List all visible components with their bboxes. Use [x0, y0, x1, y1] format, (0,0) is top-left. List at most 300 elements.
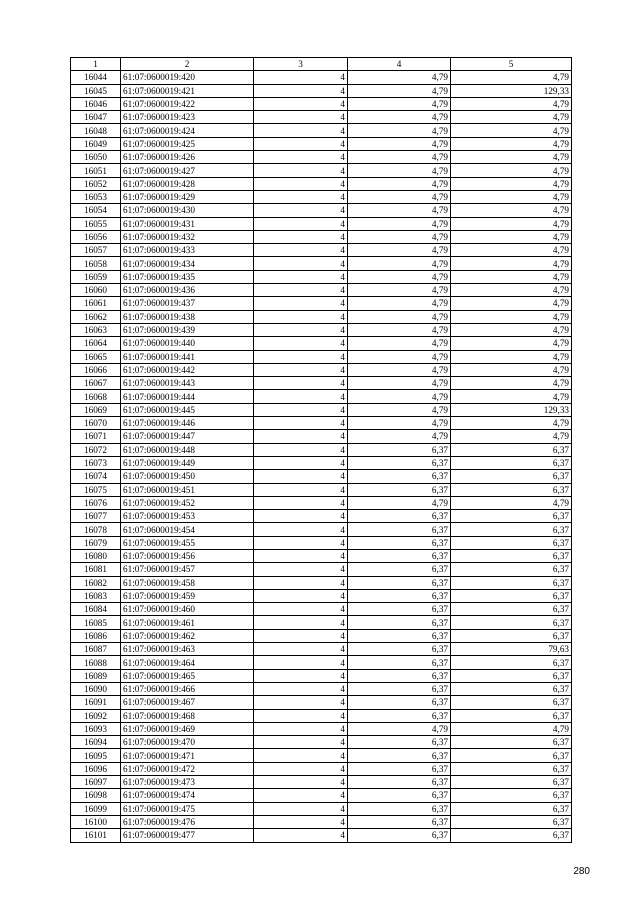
- cadastral-number-cell: 61:07:0600019:443: [121, 377, 254, 390]
- total-cell: 129,33: [451, 403, 572, 416]
- cadastral-number-cell: 61:07:0600019:470: [121, 736, 254, 749]
- row-number-cell: 16049: [71, 137, 121, 150]
- total-cell: 6,37: [451, 456, 572, 469]
- total-cell: 6,37: [451, 563, 572, 576]
- cadastral-number-cell: 61:07:0600019:421: [121, 84, 254, 97]
- table-row: [71, 257, 572, 270]
- code-cell: 4: [254, 244, 348, 257]
- code-cell: 4: [254, 151, 348, 164]
- value-cell: 4,79: [348, 496, 451, 509]
- table-row: [71, 244, 572, 257]
- cadastral-number-cell: 61:07:0600019:449: [121, 456, 254, 469]
- total-cell: 4,79: [451, 151, 572, 164]
- value-cell: 6,37: [348, 802, 451, 815]
- value-cell: 6,37: [348, 682, 451, 695]
- value-cell: 4,79: [348, 403, 451, 416]
- row-number-cell: 16058: [71, 257, 121, 270]
- code-cell: 4: [254, 417, 348, 430]
- value-cell: 6,37: [348, 736, 451, 749]
- code-cell: 4: [254, 762, 348, 775]
- code-cell: 4: [254, 177, 348, 190]
- table-row: [71, 190, 572, 203]
- table-row: [71, 124, 572, 137]
- cadastral-number-cell: 61:07:0600019:447: [121, 430, 254, 443]
- code-cell: 4: [254, 323, 348, 336]
- row-number-cell: 16051: [71, 164, 121, 177]
- value-cell: 4,79: [348, 151, 451, 164]
- value-cell: 6,37: [348, 749, 451, 762]
- table-row: [71, 815, 572, 828]
- cadastral-number-cell: 61:07:0600019:441: [121, 350, 254, 363]
- total-cell: 6,37: [451, 802, 572, 815]
- cadastral-number-cell: 61:07:0600019:476: [121, 815, 254, 828]
- value-cell: 6,37: [348, 762, 451, 775]
- total-cell: 6,37: [451, 762, 572, 775]
- cadastral-number-cell: 61:07:0600019:473: [121, 776, 254, 789]
- code-cell: 4: [254, 749, 348, 762]
- value-cell: 6,37: [348, 470, 451, 483]
- code-cell: 4: [254, 815, 348, 828]
- table-row: [71, 137, 572, 150]
- row-number-cell: 16101: [71, 829, 121, 842]
- table-row: [71, 696, 572, 709]
- row-number-cell: 16089: [71, 669, 121, 682]
- table-row: [71, 323, 572, 336]
- cadastral-number-cell: 61:07:0600019:430: [121, 204, 254, 217]
- total-cell: 4,79: [451, 337, 572, 350]
- total-cell: 4,79: [451, 350, 572, 363]
- total-cell: 4,79: [451, 137, 572, 150]
- total-cell: 4,79: [451, 124, 572, 137]
- table-row: [71, 510, 572, 523]
- row-number-cell: 16080: [71, 549, 121, 562]
- row-number-cell: 16071: [71, 430, 121, 443]
- row-number-cell: 16098: [71, 789, 121, 802]
- code-cell: 4: [254, 190, 348, 203]
- code-cell: 4: [254, 643, 348, 656]
- table-row: [71, 643, 572, 656]
- cadastral-number-cell: 61:07:0600019:434: [121, 257, 254, 270]
- row-number-cell: 16085: [71, 616, 121, 629]
- value-cell: 4,79: [348, 270, 451, 283]
- row-number-cell: 16061: [71, 297, 121, 310]
- total-cell: 4,79: [451, 111, 572, 124]
- code-cell: 4: [254, 789, 348, 802]
- table-row: [71, 377, 572, 390]
- row-number-cell: 16064: [71, 337, 121, 350]
- table-row: [71, 536, 572, 549]
- code-cell: 4: [254, 470, 348, 483]
- total-cell: 6,37: [451, 669, 572, 682]
- total-cell: 6,37: [451, 616, 572, 629]
- row-number-cell: 16062: [71, 310, 121, 323]
- cadastral-number-cell: 61:07:0600019:471: [121, 749, 254, 762]
- code-cell: 4: [254, 204, 348, 217]
- table-row: [71, 776, 572, 789]
- value-cell: 4,79: [348, 363, 451, 376]
- row-number-cell: 16045: [71, 84, 121, 97]
- table-row: [71, 589, 572, 602]
- code-cell: 4: [254, 257, 348, 270]
- cadastral-number-cell: 61:07:0600019:456: [121, 549, 254, 562]
- cadastral-number-cell: 61:07:0600019:427: [121, 164, 254, 177]
- code-cell: 4: [254, 456, 348, 469]
- table-row: [71, 523, 572, 536]
- table-row: [71, 390, 572, 403]
- code-cell: 4: [254, 483, 348, 496]
- value-cell: 4,79: [348, 71, 451, 84]
- cadastral-number-cell: 61:07:0600019:444: [121, 390, 254, 403]
- code-cell: 4: [254, 310, 348, 323]
- code-cell: 4: [254, 736, 348, 749]
- code-cell: 4: [254, 669, 348, 682]
- value-cell: 4,79: [348, 310, 451, 323]
- code-cell: 4: [254, 629, 348, 642]
- page-number: 280: [573, 866, 590, 877]
- header-row: [71, 58, 572, 71]
- code-cell: 4: [254, 696, 348, 709]
- row-number-cell: 16047: [71, 111, 121, 124]
- row-number-cell: 16052: [71, 177, 121, 190]
- total-cell: 6,37: [451, 815, 572, 828]
- table-row: [71, 337, 572, 350]
- value-cell: 6,37: [348, 629, 451, 642]
- total-cell: 4,79: [451, 230, 572, 243]
- value-cell: 4,79: [348, 217, 451, 230]
- table-row: [71, 802, 572, 815]
- cadastral-number-cell: 61:07:0600019:464: [121, 656, 254, 669]
- total-cell: 6,37: [451, 589, 572, 602]
- total-cell: 4,79: [451, 430, 572, 443]
- total-cell: 4,79: [451, 417, 572, 430]
- total-cell: 6,37: [451, 603, 572, 616]
- row-number-cell: 16048: [71, 124, 121, 137]
- total-cell: 4,79: [451, 390, 572, 403]
- cadastral-number-cell: 61:07:0600019:474: [121, 789, 254, 802]
- code-cell: 4: [254, 430, 348, 443]
- header-cell-4: 4: [348, 58, 451, 71]
- cadastral-number-cell: 61:07:0600019:425: [121, 137, 254, 150]
- total-cell: 6,37: [451, 629, 572, 642]
- code-cell: 4: [254, 217, 348, 230]
- row-number-cell: 16068: [71, 390, 121, 403]
- header-cell-2: 2: [121, 58, 254, 71]
- table-row: [71, 496, 572, 509]
- value-cell: 6,37: [348, 643, 451, 656]
- cadastral-number-cell: 61:07:0600019:450: [121, 470, 254, 483]
- value-cell: 4,79: [348, 337, 451, 350]
- code-cell: 4: [254, 137, 348, 150]
- row-number-cell: 16073: [71, 456, 121, 469]
- row-number-cell: 16050: [71, 151, 121, 164]
- cadastral-number-cell: 61:07:0600019:452: [121, 496, 254, 509]
- table-row: [71, 270, 572, 283]
- total-cell: 4,79: [451, 217, 572, 230]
- code-cell: 4: [254, 656, 348, 669]
- value-cell: 4,79: [348, 244, 451, 257]
- row-number-cell: 16096: [71, 762, 121, 775]
- code-cell: 4: [254, 496, 348, 509]
- code-cell: 4: [254, 603, 348, 616]
- cadastral-number-cell: 61:07:0600019:454: [121, 523, 254, 536]
- header-cell-3: 3: [254, 58, 348, 71]
- row-number-cell: 16093: [71, 722, 121, 735]
- value-cell: 4,79: [348, 111, 451, 124]
- row-number-cell: 16077: [71, 510, 121, 523]
- total-cell: 4,79: [451, 204, 572, 217]
- cadastral-number-cell: 61:07:0600019:431: [121, 217, 254, 230]
- table-row: [71, 111, 572, 124]
- value-cell: 4,79: [348, 137, 451, 150]
- cadastral-number-cell: 61:07:0600019:448: [121, 443, 254, 456]
- value-cell: 6,37: [348, 510, 451, 523]
- value-cell: 6,37: [348, 789, 451, 802]
- code-cell: 4: [254, 549, 348, 562]
- table-row: [71, 616, 572, 629]
- cadastral-number-cell: 61:07:0600019:437: [121, 297, 254, 310]
- value-cell: 4,79: [348, 257, 451, 270]
- code-cell: 4: [254, 682, 348, 695]
- value-cell: 6,37: [348, 576, 451, 589]
- row-number-cell: 16055: [71, 217, 121, 230]
- total-cell: 4,79: [451, 284, 572, 297]
- total-cell: 4,79: [451, 363, 572, 376]
- value-cell: 6,37: [348, 549, 451, 562]
- row-number-cell: 16075: [71, 483, 121, 496]
- total-cell: 6,37: [451, 749, 572, 762]
- cadastral-number-cell: 61:07:0600019:467: [121, 696, 254, 709]
- table-body: [71, 71, 572, 842]
- row-number-cell: 16056: [71, 230, 121, 243]
- table-row: [71, 430, 572, 443]
- table-row: [71, 549, 572, 562]
- code-cell: 4: [254, 350, 348, 363]
- total-cell: 4,79: [451, 310, 572, 323]
- value-cell: 4,79: [348, 430, 451, 443]
- value-cell: 4,79: [348, 204, 451, 217]
- row-number-cell: 16092: [71, 709, 121, 722]
- code-cell: 4: [254, 802, 348, 815]
- total-cell: 4,79: [451, 722, 572, 735]
- table-row: [71, 230, 572, 243]
- value-cell: 4,79: [348, 97, 451, 110]
- table-row: [71, 470, 572, 483]
- code-cell: 4: [254, 576, 348, 589]
- code-cell: 4: [254, 589, 348, 602]
- total-cell: 6,37: [451, 789, 572, 802]
- value-cell: 6,37: [348, 456, 451, 469]
- code-cell: 4: [254, 443, 348, 456]
- value-cell: 6,37: [348, 589, 451, 602]
- code-cell: 4: [254, 84, 348, 97]
- row-number-cell: 16090: [71, 682, 121, 695]
- total-cell: 6,37: [451, 709, 572, 722]
- row-number-cell: 16046: [71, 97, 121, 110]
- total-cell: 4,79: [451, 164, 572, 177]
- row-number-cell: 16070: [71, 417, 121, 430]
- value-cell: 4,79: [348, 164, 451, 177]
- table-header: [71, 58, 572, 71]
- row-number-cell: 16057: [71, 244, 121, 257]
- table-row: [71, 71, 572, 84]
- code-cell: 4: [254, 403, 348, 416]
- cadastral-number-cell: 61:07:0600019:472: [121, 762, 254, 775]
- table-row: [71, 310, 572, 323]
- total-cell: 4,79: [451, 496, 572, 509]
- cadastral-number-cell: 61:07:0600019:423: [121, 111, 254, 124]
- cadastral-number-cell: 61:07:0600019:424: [121, 124, 254, 137]
- code-cell: 4: [254, 616, 348, 629]
- code-cell: 4: [254, 124, 348, 137]
- table-row: [71, 736, 572, 749]
- table-row: [71, 749, 572, 762]
- table-row: [71, 84, 572, 97]
- table-row: [71, 284, 572, 297]
- row-number-cell: 16065: [71, 350, 121, 363]
- header-cell-5: 5: [451, 58, 572, 71]
- value-cell: 6,37: [348, 669, 451, 682]
- cadastral-number-cell: 61:07:0600019:445: [121, 403, 254, 416]
- value-cell: 6,37: [348, 603, 451, 616]
- value-cell: 4,79: [348, 284, 451, 297]
- cadastral-number-cell: 61:07:0600019:438: [121, 310, 254, 323]
- row-number-cell: 16069: [71, 403, 121, 416]
- cadastral-number-cell: 61:07:0600019:468: [121, 709, 254, 722]
- code-cell: 4: [254, 722, 348, 735]
- total-cell: 4,79: [451, 190, 572, 203]
- row-number-cell: 16097: [71, 776, 121, 789]
- code-cell: 4: [254, 390, 348, 403]
- value-cell: 4,79: [348, 377, 451, 390]
- table-row: [71, 350, 572, 363]
- value-cell: 4,79: [348, 350, 451, 363]
- code-cell: 4: [254, 297, 348, 310]
- cadastral-number-cell: 61:07:0600019:469: [121, 722, 254, 735]
- total-cell: 4,79: [451, 71, 572, 84]
- table-row: [71, 603, 572, 616]
- total-cell: 6,37: [451, 483, 572, 496]
- value-cell: 6,37: [348, 443, 451, 456]
- table-row: [71, 363, 572, 376]
- table-row: [71, 576, 572, 589]
- code-cell: 4: [254, 111, 348, 124]
- value-cell: 6,37: [348, 709, 451, 722]
- value-cell: 6,37: [348, 815, 451, 828]
- cadastral-number-cell: 61:07:0600019:420: [121, 71, 254, 84]
- code-cell: 4: [254, 230, 348, 243]
- code-cell: 4: [254, 363, 348, 376]
- row-number-cell: 16083: [71, 589, 121, 602]
- value-cell: 4,79: [348, 417, 451, 430]
- total-cell: 6,37: [451, 696, 572, 709]
- row-number-cell: 16060: [71, 284, 121, 297]
- row-number-cell: 16086: [71, 629, 121, 642]
- table-row: [71, 403, 572, 416]
- table-row: [71, 297, 572, 310]
- code-cell: 4: [254, 164, 348, 177]
- total-cell: 4,79: [451, 323, 572, 336]
- table-row: [71, 456, 572, 469]
- table-row: [71, 164, 572, 177]
- cadastral-number-cell: 61:07:0600019:477: [121, 829, 254, 842]
- code-cell: 4: [254, 563, 348, 576]
- code-cell: 4: [254, 523, 348, 536]
- table-row: [71, 151, 572, 164]
- value-cell: 4,79: [348, 323, 451, 336]
- table-row: [71, 204, 572, 217]
- code-cell: 4: [254, 71, 348, 84]
- row-number-cell: 16081: [71, 563, 121, 576]
- total-cell: 6,37: [451, 470, 572, 483]
- total-cell: 6,37: [451, 682, 572, 695]
- cadastral-number-cell: 61:07:0600019:440: [121, 337, 254, 350]
- row-number-cell: 16063: [71, 323, 121, 336]
- header-cell-1: 1: [71, 58, 121, 71]
- code-cell: 4: [254, 377, 348, 390]
- row-number-cell: 16095: [71, 749, 121, 762]
- value-cell: 4,79: [348, 190, 451, 203]
- table-row: [71, 669, 572, 682]
- cadastral-number-cell: 61:07:0600019:439: [121, 323, 254, 336]
- total-cell: 6,37: [451, 776, 572, 789]
- table-row: [71, 97, 572, 110]
- total-cell: 4,79: [451, 244, 572, 257]
- cadastral-number-cell: 61:07:0600019:429: [121, 190, 254, 203]
- total-cell: 6,37: [451, 549, 572, 562]
- value-cell: 6,37: [348, 523, 451, 536]
- row-number-cell: 16074: [71, 470, 121, 483]
- row-number-cell: 16088: [71, 656, 121, 669]
- total-cell: 4,79: [451, 297, 572, 310]
- table-row: [71, 443, 572, 456]
- value-cell: 6,37: [348, 656, 451, 669]
- table-row: [71, 177, 572, 190]
- row-number-cell: 16067: [71, 377, 121, 390]
- row-number-cell: 16094: [71, 736, 121, 749]
- row-number-cell: 16099: [71, 802, 121, 815]
- code-cell: 4: [254, 829, 348, 842]
- value-cell: 4,79: [348, 124, 451, 137]
- value-cell: 6,37: [348, 563, 451, 576]
- row-number-cell: 16044: [71, 71, 121, 84]
- data-table: [70, 57, 572, 843]
- value-cell: 6,37: [348, 616, 451, 629]
- row-number-cell: 16082: [71, 576, 121, 589]
- row-number-cell: 16076: [71, 496, 121, 509]
- value-cell: 4,79: [348, 230, 451, 243]
- cadastral-number-cell: 61:07:0600019:422: [121, 97, 254, 110]
- code-cell: 4: [254, 510, 348, 523]
- code-cell: 4: [254, 709, 348, 722]
- table-row: [71, 829, 572, 842]
- row-number-cell: 16084: [71, 603, 121, 616]
- row-number-cell: 16059: [71, 270, 121, 283]
- code-cell: 4: [254, 270, 348, 283]
- row-number-cell: 16078: [71, 523, 121, 536]
- table-row: [71, 629, 572, 642]
- table-row: [71, 762, 572, 775]
- row-number-cell: 16072: [71, 443, 121, 456]
- cadastral-number-cell: 61:07:0600019:435: [121, 270, 254, 283]
- row-number-cell: 16091: [71, 696, 121, 709]
- total-cell: 6,37: [451, 576, 572, 589]
- total-cell: 6,37: [451, 656, 572, 669]
- row-number-cell: 16100: [71, 815, 121, 828]
- table-row: [71, 709, 572, 722]
- table-row: [71, 483, 572, 496]
- table-row: [71, 563, 572, 576]
- row-number-cell: 16087: [71, 643, 121, 656]
